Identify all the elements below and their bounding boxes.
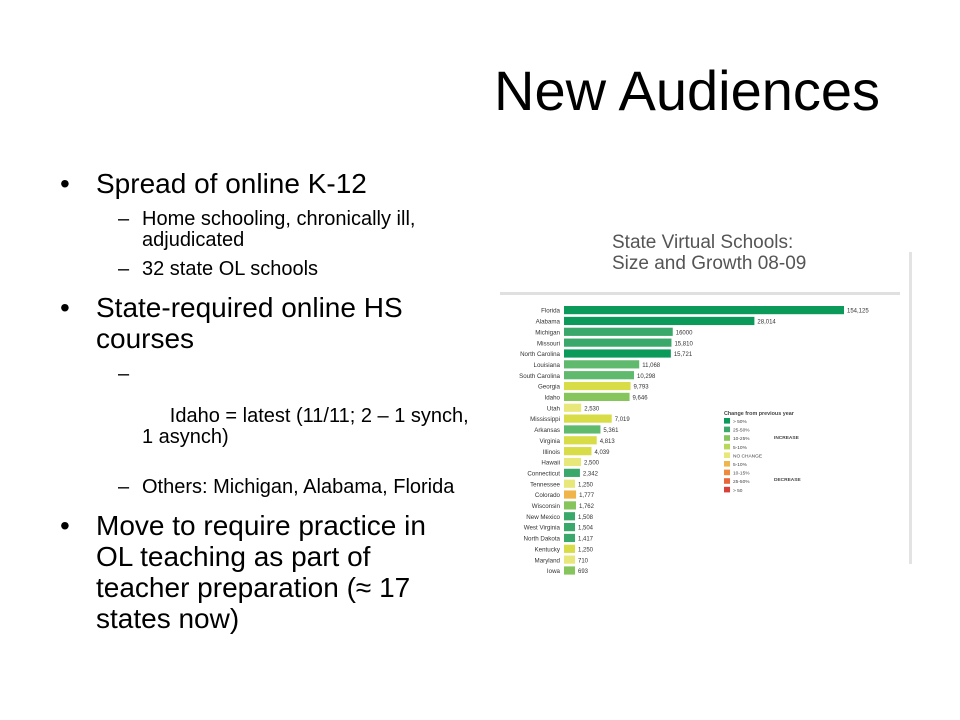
- bar-arkansas: [564, 425, 600, 433]
- sub-bullet-item: [60, 477, 470, 498]
- bar-alabama: [564, 317, 754, 325]
- category-label: Wisconsin: [531, 503, 560, 510]
- sub-bullet-item: [60, 363, 475, 469]
- category-label: South Carolina: [519, 372, 560, 380]
- value-label: 1,508: [578, 514, 594, 521]
- value-label: 5,361: [603, 428, 619, 435]
- category-label: Florida: [541, 307, 560, 315]
- bar-connecticut: [564, 469, 580, 477]
- category-label: Virginia: [539, 437, 560, 445]
- bar-idaho: [564, 393, 630, 401]
- bar-missouri: [564, 339, 671, 347]
- category-label: Missouri: [536, 340, 560, 348]
- category-label: Arkansas: [534, 427, 560, 435]
- legend-swatch: [724, 452, 730, 458]
- bar-wisconsin: [564, 501, 576, 509]
- legend-swatch: [724, 478, 730, 484]
- value-label: 1,250: [578, 482, 594, 489]
- sub-bullet-item: [60, 209, 470, 251]
- bar-hawaii: [564, 458, 581, 466]
- value-label: 9,646: [632, 395, 648, 402]
- bullet-marker: •: [60, 510, 70, 541]
- bar-colorado: [564, 490, 576, 498]
- slide-title: New Audiences: [494, 59, 881, 122]
- legend-swatch: [724, 470, 730, 476]
- dash-marker: –: [118, 208, 130, 230]
- category-label: Maryland: [534, 557, 560, 565]
- chart-title: State Virtual Schools:: [612, 232, 794, 253]
- legend-label: 10-25%: [733, 437, 750, 443]
- value-label: 1,777: [579, 493, 595, 500]
- bar-south-carolina: [564, 371, 634, 379]
- category-label: Alabama: [535, 318, 560, 326]
- legend-label: 5-10%: [733, 463, 747, 468]
- value-label: 1,762: [578, 504, 594, 510]
- value-label: 15,810: [674, 341, 693, 348]
- category-label: Illinois: [542, 448, 560, 456]
- value-label: 1,504: [578, 525, 594, 532]
- value-label: 154,125: [847, 308, 869, 315]
- bar-north-dakota: [564, 534, 575, 542]
- legend-swatch: [724, 427, 730, 433]
- category-label: West Virginia: [523, 524, 560, 532]
- legend-swatch: [724, 461, 730, 467]
- bar-georgia: [564, 382, 631, 390]
- bullet-item: [60, 292, 470, 354]
- legend-swatch: [724, 435, 730, 441]
- sub-bullet-text: Home schooling, chronically ill, adjudicated: [142, 208, 416, 251]
- chart-subtitle: Size and Growth 08-09: [612, 253, 807, 274]
- legend-label: NO CHANGE: [733, 454, 763, 460]
- category-label: Connecticut: [527, 470, 560, 478]
- bullet-text: State-required online HS courses: [96, 292, 403, 354]
- dash-marker: –: [118, 258, 130, 280]
- state-virtual-schools-chart: [494, 232, 912, 576]
- category-label: Mississippi: [530, 416, 560, 424]
- bullet-text: Move to require practice in OL teaching as part of teacher preparation (≈ 17 states now): [96, 510, 426, 634]
- bar-west-virginia: [564, 523, 575, 531]
- bar-maryland: [564, 556, 575, 564]
- category-label: North Dakota: [523, 535, 560, 543]
- bar-mississippi: [564, 415, 612, 423]
- value-label: 2,530: [584, 406, 600, 413]
- bar-iowa: [564, 566, 575, 574]
- value-label: 4,039: [594, 449, 610, 456]
- legend-group-label: DECREASE: [774, 478, 801, 483]
- legend-label: > 50: [733, 488, 743, 494]
- value-label: 15,721: [673, 352, 693, 359]
- bar-chart-svg: [494, 232, 912, 576]
- bullet-item: [60, 168, 470, 199]
- legend-label: 25-50%: [733, 480, 750, 486]
- legend-label: 25-50%: [733, 428, 750, 434]
- bar-kentucky: [564, 545, 575, 553]
- bar-virginia: [564, 436, 597, 444]
- legend-swatch: [724, 487, 730, 493]
- category-label: Georgia: [537, 383, 560, 391]
- value-label: 4,813: [599, 438, 615, 445]
- dash-marker: –: [118, 476, 130, 498]
- value-label: 2,342: [582, 471, 598, 478]
- category-label: Louisiana: [533, 361, 560, 369]
- category-label: New Mexico: [526, 513, 560, 521]
- value-label: 9,793: [633, 384, 649, 391]
- legend-label: 10-15%: [733, 471, 750, 477]
- bullet-marker: •: [60, 168, 70, 199]
- bullet-list: [60, 168, 475, 644]
- category-label: Utah: [546, 405, 560, 413]
- bar-north-carolina: [564, 349, 671, 357]
- dash-marker: –: [118, 363, 130, 385]
- category-label: North Carolina: [520, 351, 560, 359]
- category-label: Kentucky: [534, 546, 560, 554]
- category-label: Colorado: [534, 492, 560, 500]
- sub-bullet-text: Others: Michigan, Alabama, Florida: [142, 476, 455, 498]
- legend-swatch: [724, 444, 730, 450]
- bar-michigan: [564, 328, 673, 336]
- legend-swatch: [724, 418, 730, 424]
- value-label: 710: [578, 558, 589, 565]
- category-label: Tennessee: [530, 481, 560, 489]
- value-label: 7,019: [614, 417, 630, 424]
- bar-florida: [564, 306, 844, 314]
- bar-illinois: [564, 447, 591, 455]
- bullet-text: Spread of online K-12: [96, 168, 367, 199]
- bar-tennessee: [564, 480, 575, 488]
- legend-label: 5-10%: [733, 445, 747, 451]
- bar-louisiana: [564, 360, 639, 368]
- value-label: 693: [578, 569, 589, 576]
- category-label: Michigan: [535, 329, 560, 337]
- value-label: 1,250: [578, 547, 594, 554]
- bullet-marker: •: [60, 292, 70, 323]
- value-label: 1,417: [578, 536, 594, 543]
- sub-bullet-item: [60, 259, 470, 280]
- bar-utah: [564, 404, 581, 412]
- bullet-item: [60, 510, 470, 634]
- category-label: Idaho: [544, 394, 560, 402]
- value-label: 16000: [675, 330, 693, 337]
- value-label: 11,068: [642, 362, 661, 369]
- legend-group-label: INCREASE: [774, 436, 799, 441]
- sub-bullet-text: Idaho = latest (11/11; 2 – 1 synch, 1 asynch): [142, 405, 475, 448]
- bar-new-mexico: [564, 512, 575, 520]
- category-label: Hawaii: [541, 459, 560, 467]
- legend-title: Change from previous year: [724, 411, 794, 417]
- value-label: 2,500: [583, 460, 600, 467]
- value-label: 10,298: [636, 373, 656, 380]
- sub-bullet-text: 32 state OL schools: [142, 258, 319, 280]
- legend-label: > 50%: [733, 420, 747, 425]
- value-label: 28,014: [757, 319, 776, 326]
- category-label: Iowa: [546, 568, 560, 576]
